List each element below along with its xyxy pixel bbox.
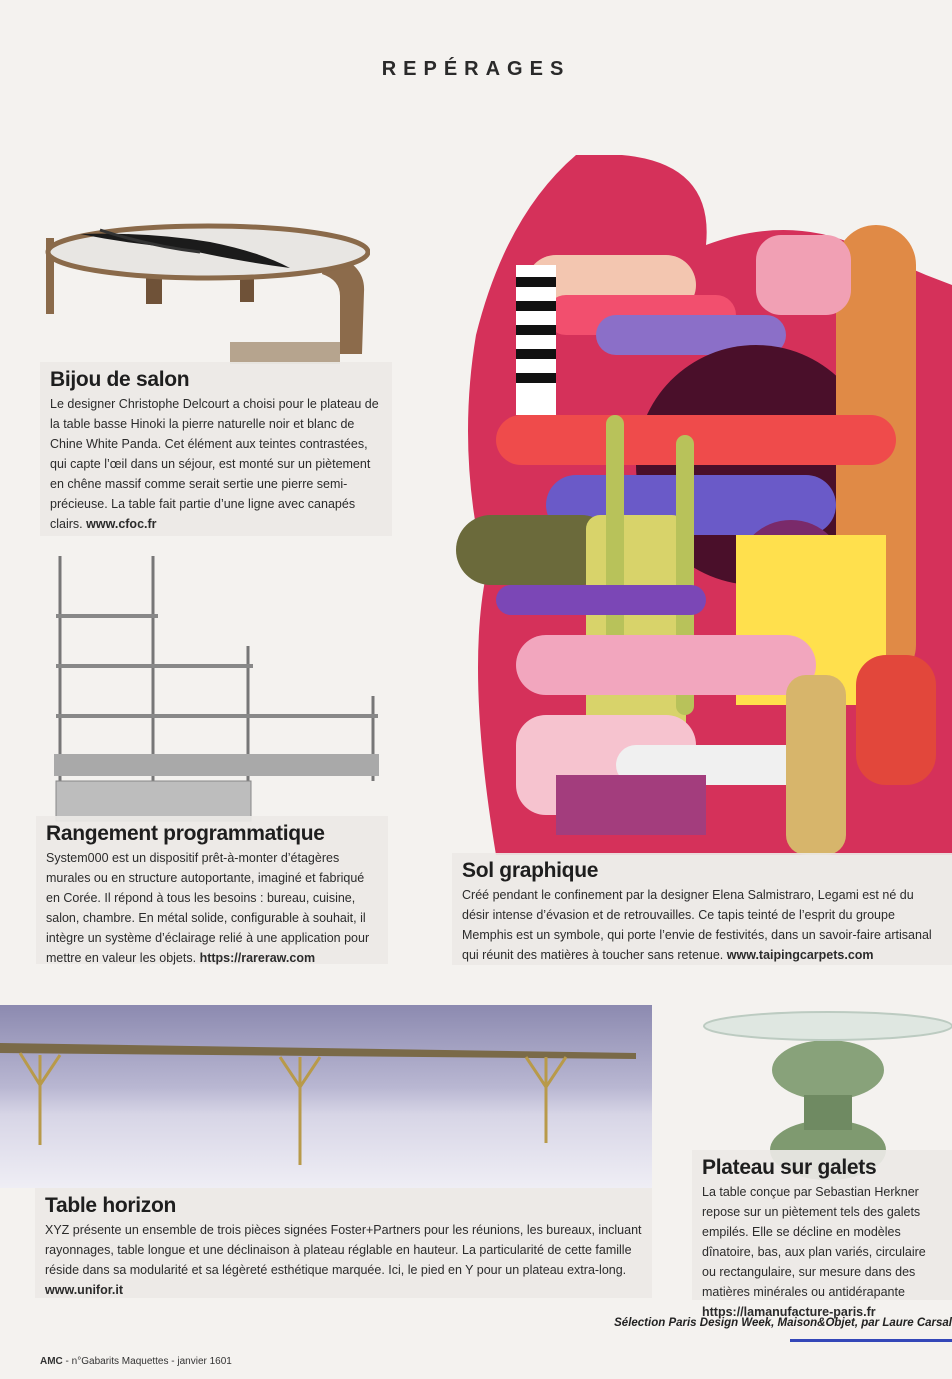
article-body: Le designer Christophe Delcourt a choisi pour le plateau de la table basse Hinoki la pierre naturelle noir et blanc de Chine White Panda. Cet élément aux teintes contrastées, qui capte l’œil dans un séjour, est monté sur un piètement en chêne massif comme serait sertie une pierre semi-précieuse. La table fait partie d’une ligne avec canapés clairs.	[50, 397, 379, 531]
article-card-sol	[452, 853, 952, 965]
article-title: Plateau sur galets	[702, 1156, 877, 1179]
article-body: La table conçue par Sebastian Herkner repose sur un piètement tels des galets empilés. Elle se décline en modèles dînatoire, bas, aux plan variés, circulaire ou rectangulaire, sur mesure dans des matières minérales ou antidérapante	[702, 1185, 926, 1299]
shelving-image	[48, 556, 388, 826]
article-card-plateau	[692, 1150, 952, 1319]
long-table-image	[0, 1005, 652, 1188]
article-body: XYZ présente un ensemble de trois pièces signées Foster+Partners pour les réunions, les bureaux, incluant rayonnages, table longue et une déclinaison à plateau réglable en hauteur. La particularité de cette famille réside dans sa modularité et sa légèreté esthétique marquée. Ici, le pied en Y pour un plateau extra-long.	[45, 1223, 642, 1277]
article-title: Table horizon	[45, 1194, 177, 1217]
article-body: Créé pendant le confinement par la designer Elena Salmistraro, Legami est né du désir intense d’évasion et de retrouvailles. Ce tapis teinté de l’esprit du groupe Memphis est un symbole, qui porte l’envie de festivités, dans un savoir-faire artisanal qui réunit des matières à toucher sans retenue.	[462, 888, 932, 962]
article-title: Bijou de salon	[50, 368, 190, 391]
article-link[interactable]: www.taipingcarpets.com	[726, 948, 874, 962]
magazine-name: AMC	[40, 1356, 63, 1367]
article-title: Rangement programmatique	[46, 822, 325, 845]
article-card-bijou	[40, 362, 392, 536]
article-card-table-horizon	[35, 1188, 652, 1298]
article-card-rangement	[36, 816, 388, 964]
article-title: Sol graphique	[462, 859, 599, 882]
page-footer	[40, 1356, 232, 1367]
issue-info: - n°Gabarits Maquettes - janvier 1601	[62, 1356, 232, 1367]
article-link[interactable]: https://lamanufacture-paris.fr	[702, 1305, 876, 1319]
article-body: System000 est un dispositif prêt-à-monter d’étagères murales ou en structure autoportante, imaginé et fabriqué en Corée. Il répond à tous les besoins : bureau, cuisine, salon, chambre. En métal solide, configurable à souhait, il intègre un système d’éclairage relié à une application pour mettre en valeur les objets.	[46, 851, 370, 965]
coffee-table-image	[40, 222, 370, 370]
carpet-illustration	[456, 155, 952, 855]
accent-rule	[790, 1339, 952, 1342]
selection-credit: Sélection Paris Design Week, Maison&Objet, par Laure Carsal	[614, 1317, 952, 1329]
article-link[interactable]: https://rareraw.com	[199, 951, 316, 965]
article-link[interactable]: www.unifor.it	[45, 1283, 124, 1297]
article-link[interactable]: www.cfoc.fr	[86, 517, 157, 531]
section-title: REPÉRAGES	[381, 58, 571, 80]
